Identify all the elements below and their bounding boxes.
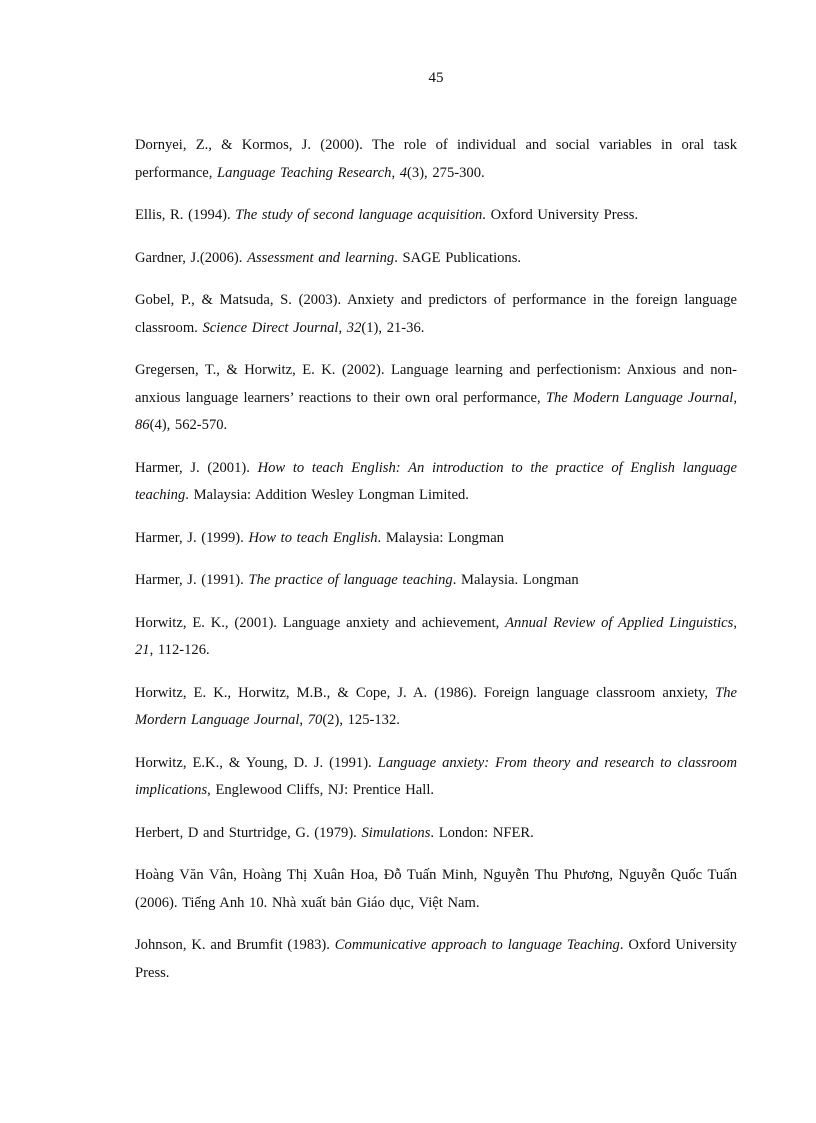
ref-separator: , — [733, 389, 737, 406]
ref-title: How to teach English: An introduction to the practice of English language teaching — [135, 459, 737, 503]
reference-entry — [135, 932, 737, 987]
reference-entry — [135, 610, 737, 665]
ref-tail: . Malaysia: Longman — [377, 529, 504, 546]
ref-volume: 70 — [307, 712, 323, 728]
ref-tail: (1), 21-36. — [361, 319, 425, 336]
ref-text: Horwitz, E.K., & Young, D. J. (1991). — [135, 754, 378, 771]
ref-title: The Modern Language Journal — [545, 389, 734, 406]
ref-tail: (4), 562-570. — [149, 417, 228, 433]
ref-title: How to teach English — [248, 529, 378, 546]
ref-volume: 21 — [135, 642, 150, 658]
reference-entry — [135, 567, 737, 595]
ref-volume: 32 — [346, 319, 362, 336]
reference-entry — [135, 525, 737, 553]
ref-text: Johnson, K. and Brumfit (1983). — [135, 937, 335, 953]
ref-volume: 86 — [135, 417, 150, 433]
ref-text: Ellis, R. (1994). — [135, 207, 236, 223]
ref-tail: , Englewood Cliffs, NJ: Prentice Hall. — [207, 782, 435, 798]
ref-title: The study of second language acquisition — [235, 207, 483, 223]
ref-tail: , 112-126. — [149, 642, 210, 658]
ref-title: The practice of language teaching — [248, 572, 453, 588]
ref-text: Gobel, P., & Matsuda, S. (2003). Anxiety and predictors of performance in the foreign language classroom. — [135, 292, 737, 336]
ref-title: Simulations — [361, 824, 431, 841]
reference-entry — [135, 132, 737, 187]
ref-text: Harmer, J. (1999). — [135, 529, 249, 546]
ref-tail: (3), 275-300. — [407, 164, 485, 181]
ref-separator: , — [733, 614, 737, 631]
ref-tail: . Oxford University Press. — [482, 207, 639, 223]
reference-entry — [135, 820, 737, 848]
reference-entry — [135, 455, 737, 510]
ref-tail: . Malaysia: Addition Wesley Longman Limited. — [185, 487, 469, 503]
ref-volume: 4 — [399, 164, 408, 181]
ref-title: Science Direct Journal — [202, 319, 339, 336]
ref-title: Language Teaching Research — [217, 164, 392, 181]
ref-title: Language anxiety: From theory and research to classroom implications — [135, 754, 737, 798]
reference-entry — [135, 862, 737, 917]
ref-title: Communicative approach to language Teaching — [334, 937, 620, 953]
ref-separator: , — [299, 712, 308, 728]
ref-text: Dornyei, Z., & Kormos, J. (2000). The role of individual and social variables in oral task performance, — [135, 137, 737, 181]
ref-text: Horwitz, E. K., Horwitz, M.B., & Cope, J. A. (1986). Foreign language classroom anxiety, — [135, 684, 716, 701]
reference-entry — [135, 245, 737, 273]
reference-entry — [135, 287, 737, 342]
reference-entry — [135, 202, 737, 230]
ref-tail: . Oxford University Press. — [135, 937, 737, 981]
ref-separator: , — [391, 164, 400, 181]
reference-entry — [135, 357, 737, 440]
ref-title: Assessment and learning — [247, 249, 395, 266]
reference-entry — [135, 680, 737, 735]
ref-title: Annual Review of Applied Linguistics — [505, 614, 734, 631]
ref-tail: . London: NFER. — [430, 824, 534, 841]
ref-tail: . Malaysia. Longman — [452, 572, 579, 588]
ref-tail: (2), 125-132. — [322, 712, 400, 728]
ref-text: Harmer, J. (1991). — [135, 572, 249, 588]
ref-separator: , — [338, 319, 347, 336]
ref-text: Horwitz, E. K., (2001). Language anxiety and achievement, — [135, 614, 506, 631]
ref-text: Harmer, J. (2001). — [135, 459, 258, 476]
reference-list — [135, 132, 737, 1002]
ref-text: Gardner, J.(2006). — [135, 249, 248, 266]
ref-text: Herbert, D and Sturtridge, G. (1979). — [135, 824, 362, 841]
page-number: 45 — [428, 70, 444, 86]
ref-text: Hoàng Văn Vân, Hoàng Thị Xuân Hoa, Đỗ Tuấn Minh, Nguyễn Thu Phương, Nguyễn Quốc Tuấn (2006). Tiếng Anh 10. Nhà xuất bản Giáo dục, Việt Nam. — [135, 867, 737, 911]
ref-tail: . SAGE Publications. — [394, 249, 522, 266]
reference-entry — [135, 750, 737, 805]
ref-text: Gregersen, T., & Horwitz, E. K. (2002). Language learning and perfectionism: Anxious and non-anxious language learners’ reactions to their own oral performance, — [135, 362, 737, 406]
ref-title: The Mordern Language Journal — [135, 684, 737, 728]
